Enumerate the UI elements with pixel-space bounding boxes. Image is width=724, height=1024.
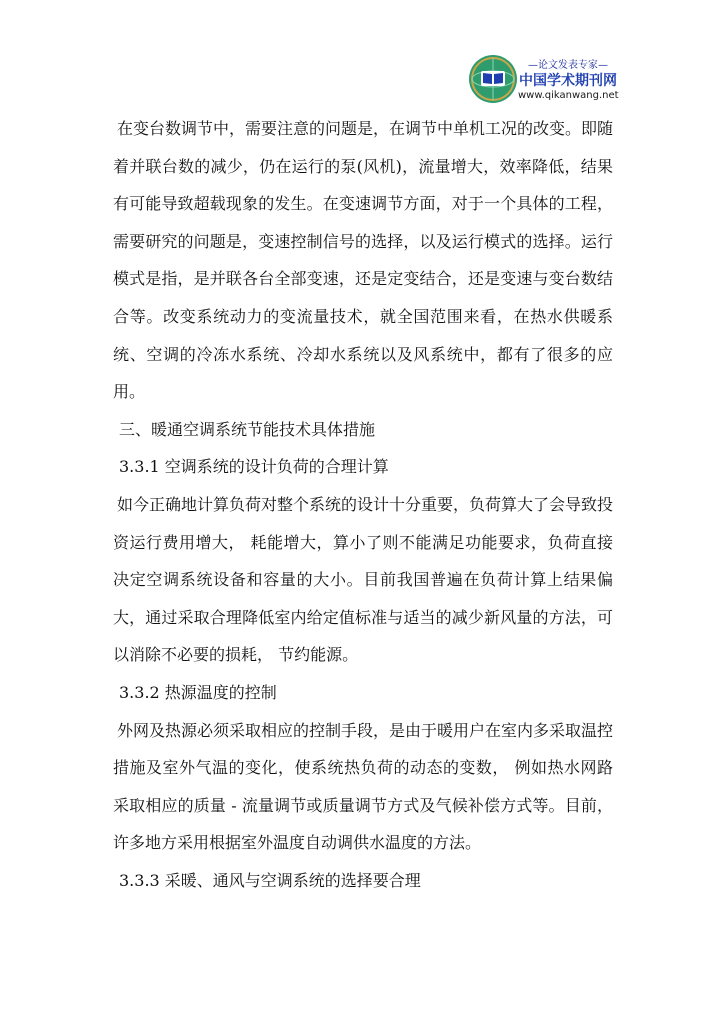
logo-tagline: —论文发表专家—: [528, 60, 608, 71]
subsection-heading-3-3-3: 3.3.3 采暖、通风与空调系统的选择要合理: [119, 870, 421, 890]
document-body: [113, 110, 613, 899]
globe-book-icon: [468, 54, 518, 104]
paragraph-heat-source-temperature: 外网及热源必须采取相应的控制手段，是由于暖用户在室内多采取温控措施及室外气温的变化，使系统热负荷的动态的变数， 例如热水网路采取相应的质量 - 流量调节或质量调节方式及气候补偿方式等。目前， 许多地方采用根据室外温度自动调供水温度的方法。: [113, 720, 614, 853]
logo-name: 中国学术期刊网: [519, 73, 617, 89]
subsection-heading-3-3-2: 3.3.2 热源温度的控制: [119, 682, 277, 702]
section-heading-energy-saving-measures: 三、暖通空调系统节能技术具体措施: [119, 419, 376, 439]
paragraph-load-calculation: 如今正确地计算负荷对整个系统的设计十分重要，负荷算大了会导致投资运行费用增大， 耗能增大，算小了则不能满足功能要求，负荷直接决定空调系统设备和容量的大小。目前我国普遍在负荷计算上结果偏大，通过采取合理降低室内给定值标准与适当的减少新风量的方法，可以消除不必要的损耗， 节约能源。: [113, 494, 614, 665]
subsection-heading-3-3-1: 3.3.1 空调系统的设计负荷的合理计算: [119, 457, 389, 477]
paragraph-variable-count-regulation: 在变台数调节中，需要注意的问题是，在调节中单机工况的改变。即随着并联台数的减少，仍在运行的泵(风机)，流量增大，效率降低，结果有可能导致超载现象的发生。在变速调节方面，对于一个具体的工程，需要研究的问题是，变速控制信号的选择，以及运行模式的选择。运行模式是指，是并联各台全部变速，还是定变结合，还是变速与变台数结合等。改变系统动力的变流量技术，就全国范围来看，在热水供暖系统、空调的冷冻水系统、冷却水系统以及风系统中，都有了很多的应用。: [113, 119, 614, 402]
journal-logo: [468, 50, 618, 112]
logo-url: www.qikanwang.net: [518, 90, 619, 101]
